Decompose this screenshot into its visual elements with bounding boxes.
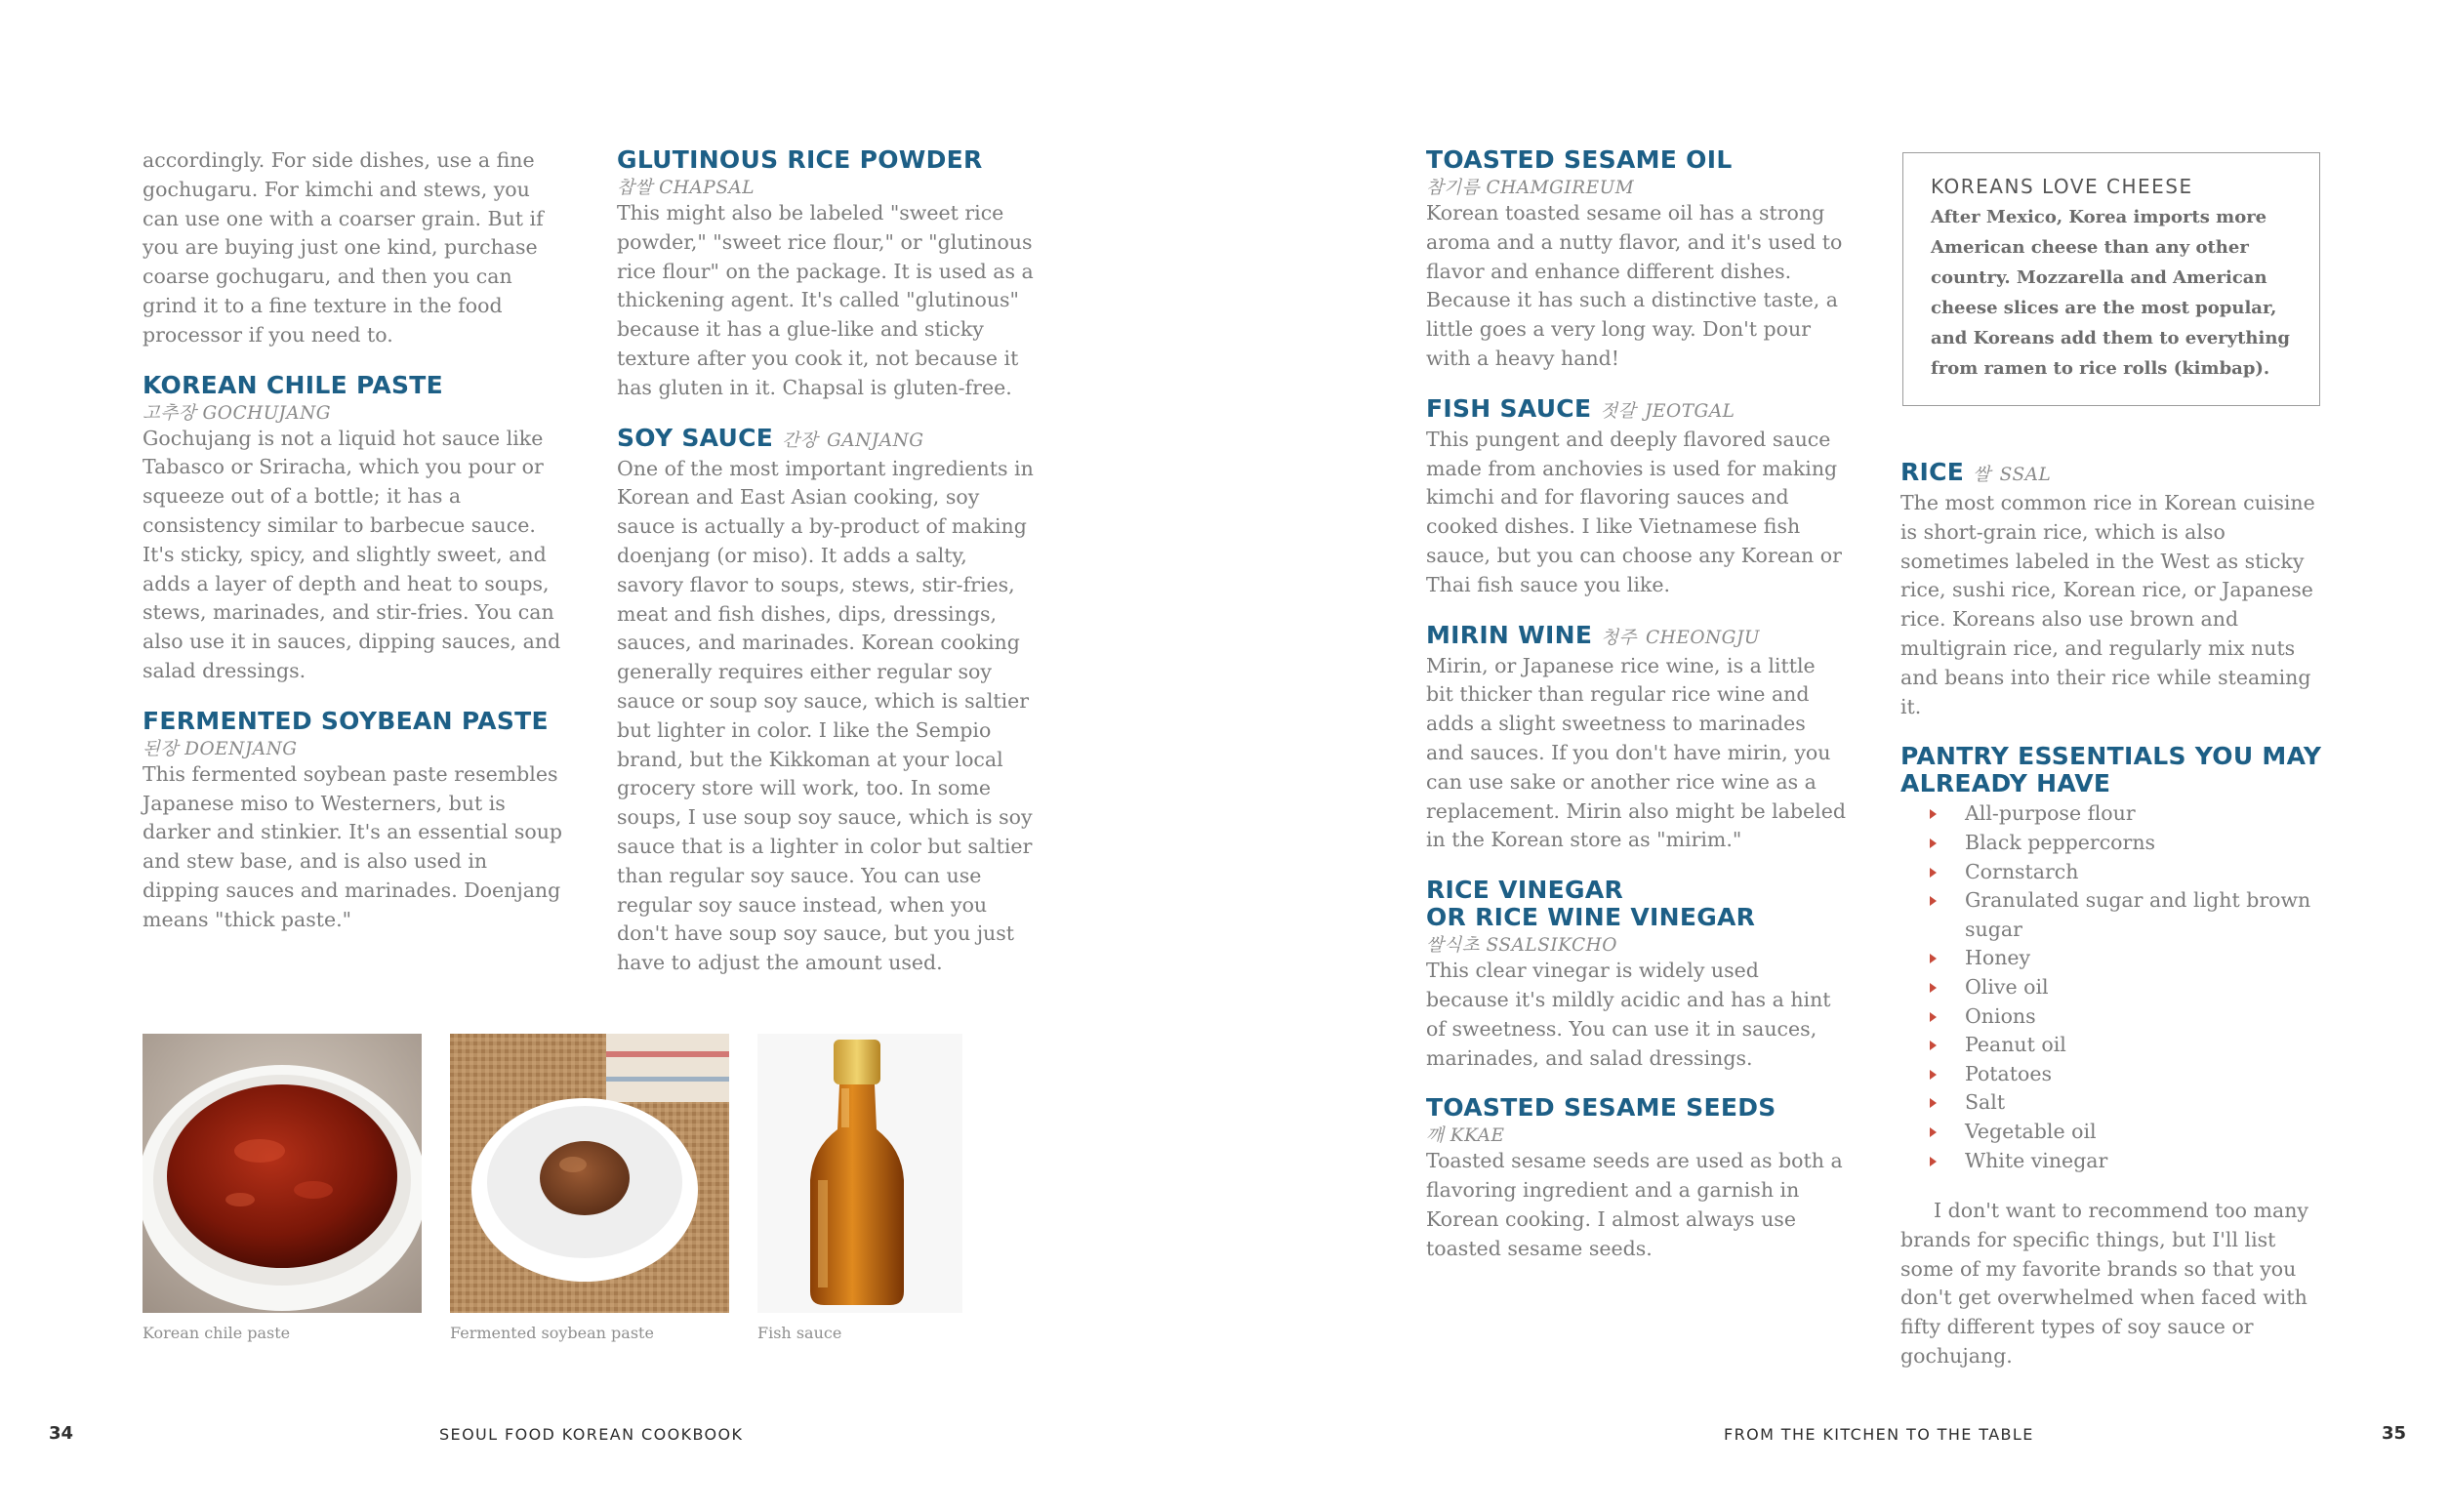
pantry-list-item <box>1930 944 2322 973</box>
pantry-list-item <box>1930 858 2322 887</box>
bullet-triangle-icon <box>1930 1157 1937 1166</box>
bullet-triangle-icon <box>1930 896 1937 906</box>
bullet-triangle-icon <box>1930 1041 1937 1050</box>
pantry-item-label: Olive oil <box>1965 974 2049 999</box>
vinegar-body: This clear vinegar is widely used because it's mildly acidic and has a hint of sweetness. You can use it in sauces, marinades, and salad dressings. <box>1426 959 1831 1070</box>
mirin-section <box>1426 622 1848 856</box>
mirin-body: Mirin, or Japanese rice wine, is a little bit thicker than regular rice wine and adds a slight sweetness to marinades and sauces. If you don't have mirin, you can use sake or another rice wine as a replacement. Mirin also might be labeled in the Korean store as "mirim." <box>1426 653 1846 852</box>
pantry-item-label: Salt <box>1965 1090 2006 1115</box>
right-running-title: FROM THE KITCHEN TO THE TABLE <box>1724 1425 2034 1444</box>
pantry-item-label: Granulated sugar and light brown sugar <box>1965 888 2311 941</box>
pantry-item-label: Vegetable oil <box>1965 1119 2097 1143</box>
soybean-paste-section <box>143 708 564 935</box>
pantry-heading: PANTRY ESSENTIALS YOU MAY ALREADY HAVE <box>1900 742 2322 798</box>
pantry-list <box>1900 799 2322 1175</box>
sesame-oil-subtitle: 참기름 CHAMGIREUM <box>1426 178 1635 198</box>
rice-section <box>1900 459 2322 721</box>
rice-powder-subtitle: 찹쌀 CHAPSAL <box>617 178 755 198</box>
fermented-soybean-paste-caption: Fermented soybean paste <box>450 1324 654 1342</box>
rice-body: The most common rice in Korean cuisine is short-grain rice, which is also sometimes labeled in the West as sticky rice, sushi rice, Korean rice, or Japanese rice. Koreans also use brown and multigrain rice, and regularly mix nuts and beans into their rice while steaming it. <box>1900 491 2315 718</box>
bullet-triangle-icon <box>1930 983 1937 993</box>
fish-sauce-heading: FISH SAUCE 젓갈 JEOTGAL <box>1426 393 1735 423</box>
left-running-title: SEOUL FOOD KOREAN COOKBOOK <box>439 1425 744 1444</box>
pantry-list-item <box>1930 799 2322 829</box>
soybean-paste-heading: FERMENTED SOYBEAN PASTE <box>143 706 549 735</box>
left-column-1 <box>143 146 564 957</box>
bullet-triangle-icon <box>1930 1070 1937 1080</box>
fish-sauce-photo <box>757 1034 962 1313</box>
sesame-seeds-heading: TOASTED SESAME SEEDS <box>1426 1093 1776 1123</box>
left-page-number: 34 <box>49 1423 74 1444</box>
vinegar-section <box>1426 877 1848 1073</box>
right-column-1 <box>1426 146 1848 1286</box>
soy-sauce-body: One of the most important ingredients in Korean and East Asian cooking, soy sauce is actually a by-product of making doenjang (or miso). It adds a salty, savory flavor to soups, stews, stir-fries, meat and fish dishes, dips, dressings, sauces, and marinades. Korean cooking generally requires either regular soy sauce or soup soy sauce, which is saltier but lighter in color. I like the Sempio brand, but the Kikkoman at your local grocery store will work, too. In some soups, I use soup soy sauce, which is soy sauce that is a lighter in color but saltier than regular soy sauce. You can use regular soy sauce instead, when you don't have soup soy sauce, but you just have to adjust the amount used. <box>617 456 1034 975</box>
soybean-paste-subtitle: 된장 DOENJANG <box>143 738 298 759</box>
pantry-list-item <box>1930 1118 2322 1147</box>
pantry-item-label: Peanut oil <box>1965 1033 2066 1057</box>
pantry-section <box>1900 743 2322 1175</box>
pantry-list-item <box>1930 1002 2322 1032</box>
cheese-box-title: KOREANS LOVE CHEESE <box>1931 175 2193 198</box>
rice-heading: RICE 쌀 SSAL <box>1900 458 2052 486</box>
soybean-paste-body: This fermented soybean paste resembles Japanese miso to Westerners, but is darker and stinkier. It's an essential soup and stew base, and is also used in dipping sauces and marinades. Doenjang means "thick paste." <box>143 761 563 931</box>
cheese-sidebar-box <box>1902 152 2320 406</box>
right-column-2 <box>1900 459 2322 1371</box>
bullet-triangle-icon <box>1930 1127 1937 1137</box>
pantry-item-label: White vinegar <box>1965 1148 2108 1172</box>
bullet-triangle-icon <box>1930 838 1937 848</box>
pantry-item-label: Black peppercorns <box>1965 830 2156 854</box>
sesame-seeds-subtitle: 깨 KKAE <box>1426 1125 1505 1147</box>
chile-paste-heading: KOREAN CHILE PASTE <box>143 370 443 399</box>
korean-chile-paste-caption: Korean chile paste <box>143 1324 291 1342</box>
bullet-triangle-icon <box>1930 809 1937 819</box>
pantry-list-item <box>1930 829 2322 858</box>
pantry-item-label: All-purpose flour <box>1965 801 2136 826</box>
bullet-triangle-icon <box>1930 954 1937 963</box>
pantry-item-label: Cornstarch <box>1965 859 2079 883</box>
bullet-triangle-icon <box>1930 1012 1937 1022</box>
korean-chile-paste-photo <box>143 1034 422 1313</box>
vinegar-subtitle: 쌀식초 SSALSIKCHO <box>1426 935 1617 957</box>
right-page-number: 35 <box>2382 1423 2407 1444</box>
sesame-seeds-body: Toasted sesame seeds are used as both a flavoring ingredient and a garnish in Korean cooking. I almost always use toasted sesame seeds. <box>1426 1149 1843 1260</box>
mirin-heading: MIRIN WINE 청주 CHEONGJU <box>1426 620 1760 649</box>
rice-powder-body: This might also be labeled "sweet rice powder," "sweet rice flour," or "glutinous rice flour" on the package. It is used as a thickening agent. It's called "glutinous" because it has a glue-like and sticky texture after you cook it, not because it has gluten in it. Chapsal is gluten-free. <box>617 201 1034 399</box>
pantry-item-label: Potatoes <box>1965 1061 2052 1085</box>
pantry-list-item <box>1930 973 2322 1002</box>
pantry-item-label: Honey <box>1965 946 2031 970</box>
vinegar-heading: RICE VINEGAR OR RICE WINE VINEGAR <box>1426 876 1756 932</box>
bullet-triangle-icon <box>1930 868 1937 878</box>
chile-paste-body: Gochujang is not a liquid hot sauce like Tabasco or Sriracha, which you pour or squeeze out of a bottle; it has a consistency similar to barbecue sauce. It's sticky, spicy, and slightly sweet, and adds a layer of depth and heat to soups, stews, marinades, and stir-fries. You can also use it in sauces, dipping sauces, and salad dressings. <box>143 426 561 682</box>
pantry-item-label: Onions <box>1965 1003 2036 1028</box>
fermented-soybean-paste-photo <box>450 1034 729 1313</box>
pantry-list-item <box>1930 1060 2322 1089</box>
rice-powder-heading: GLUTINOUS RICE POWDER <box>617 145 983 174</box>
closing-paragraph: I don't want to recommend too many brands for specific things, but I'll list some of my favorite brands so that you don't get overwhelmed when faced with fifty different types of soy sauce or gochujang. <box>1900 1199 2308 1369</box>
pantry-list-item <box>1930 886 2322 944</box>
pantry-list-item <box>1930 1088 2322 1118</box>
intro-paragraph: accordingly. For side dishes, use a fine gochugaru. For kimchi and stews, you can use one with a coarser grain. But if you are buying just one kind, purchase coarse gochugaru, and then you can grind it to a fine texture in the food processor if you need to. <box>143 148 544 347</box>
sesame-oil-body: Korean toasted sesame oil has a strong aroma and a nutty flavor, and it's used to flavor and enhance different dishes. Because it has such a distinctive taste, a little goes a very long way. Don't pour with a heavy hand! <box>1426 201 1843 370</box>
fish-sauce-body: This pungent and deeply flavored sauce made from anchovies is used for making kimchi and for flavoring sauces and cooked dishes. I like Vietnamese fish sauce, but you can choose any Korean or Thai fish sauce you like. <box>1426 427 1842 596</box>
pantry-list-item <box>1930 1147 2322 1176</box>
soy-sauce-heading: SOY SAUCE 간장 GANJANG <box>617 423 924 452</box>
sesame-seeds-section <box>1426 1094 1848 1263</box>
bullet-triangle-icon <box>1930 1098 1937 1108</box>
cheese-box-body: After Mexico, Korea imports more American cheese than any other country. Mozzarella and American cheese slices are the most popular, and Koreans add them to everything from ramen to rice rolls (kimbap). <box>1931 207 2291 379</box>
chile-paste-subtitle: 고추장 GOCHUJANG <box>143 402 332 424</box>
fish-sauce-section <box>1426 395 1848 600</box>
rice-powder-section <box>617 146 1039 403</box>
sesame-oil-heading: TOASTED SESAME OIL <box>1426 145 1733 174</box>
fish-sauce-caption: Fish sauce <box>757 1324 842 1342</box>
chile-paste-section <box>143 372 564 686</box>
sesame-oil-section <box>1426 146 1848 374</box>
left-column-2 <box>617 146 1039 1000</box>
pantry-list-item <box>1930 1031 2322 1060</box>
soy-sauce-section <box>617 425 1039 978</box>
